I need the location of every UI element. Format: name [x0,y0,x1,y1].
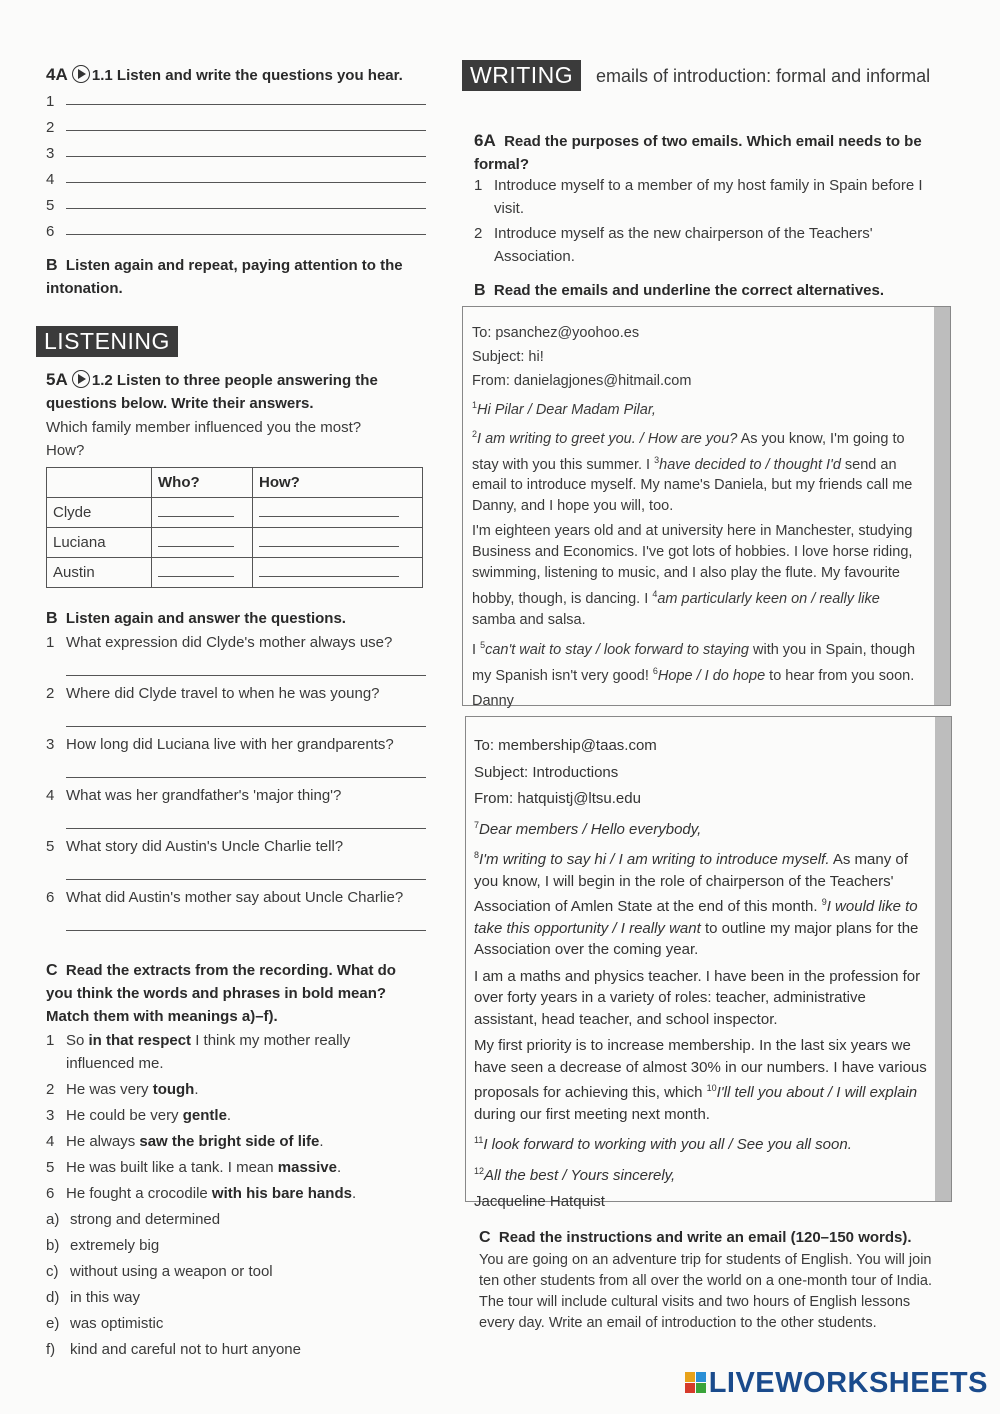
exercise-5a-prompt: Which family member influenced you the most? How? [46,419,362,459]
answer-line-1: 1 [46,90,426,116]
choice-1[interactable]: Hi Pilar / Dear Madam Pilar, [477,401,656,418]
writing-title: emails of introduction: formal and informal [596,66,931,86]
email-signature: Danny [472,692,514,709]
answer-input-4[interactable] [66,182,426,183]
meaning-option[interactable]: a) strong and determined [46,1211,221,1228]
answer-line-4: 4 [46,168,426,194]
exercise-5b-questions [46,631,426,937]
choice-12[interactable]: All the best / Yours sincerely, [484,1166,676,1184]
exercise-6a-heading: 6A Read the purposes of two emails. Which email needs to be formal? [474,131,922,173]
exercise-4b: B Listen again and repeat, paying attention to the intonation. [46,257,403,297]
table-row-name: Clyde [47,498,152,528]
exercise-6a-items [474,174,944,268]
answer-line-2: 2 [46,116,426,142]
email-greeting: $^1$Hi Pilar / Dear Madam Pilar, [472,400,656,418]
answer-input-3[interactable] [66,156,426,157]
email-paragraph-2: I am a maths and physics teacher. I have been in the profession for over forty years in a variety of roles: teacher, administrative assistant, head teacher, and school inspector. [474,967,921,1028]
list-item: 5 What story did Austin's Uncle Charlie tell? [46,835,426,886]
email-from: From: hatquistj@ltsu.edu [474,790,641,807]
listening-section-header: LISTENING [36,326,178,357]
email-closing-line: $^{11}$I look forward to working with you all / See you all soon. [474,1135,852,1153]
answer-line-5: 5 [46,194,426,220]
meaning-option[interactable]: f) kind and careful not to hurt anyone [46,1341,301,1358]
choice-8[interactable]: I'm writing to say hi / I am writing to introduce myself. [479,851,830,868]
liveworksheets-logo: LIVEWORKSHEETS [685,1367,988,1400]
exercise-5a-heading: 5A 1.2 Listen to three people answering the questions below. Write their answers. [46,370,378,412]
exercise-6c-heading: C Read the instructions and write an email (120–150 words). [479,1229,912,1246]
email-paragraph-3: I $^5$can't wait to stay / look forward to staying with you in Spain, though my Spanish isn't very good! $^6$Hope / I do hope to hear from you soon. [472,640,916,684]
email-subject: Subject: hi! [472,349,544,365]
answer-input-5b-3[interactable] [66,777,426,778]
list-item: 1 What expression did Clyde's mother always use? [46,631,426,682]
table-row-name: Luciana [47,528,152,558]
choice-3[interactable]: have decided to / thought I'd [659,456,841,473]
choice-7[interactable]: Dear members / Hello everybody, [479,820,702,838]
email-paragraph-2: I'm eighteen years old and at university here in Manchester, studying Business and Economics. I've got lots of hobbies. I love horse riding, swimming, listening to music, and I also play the flute. My favourite hobby, though, is dancing. I $^4$am particularly keen on / really like samba and salsa. [472,523,913,629]
email-signature: Jacqueline Hatquist [474,1193,605,1210]
table-header-empty [47,468,152,498]
list-item: 6 He fought a crocodile with his bare hands. [46,1185,357,1202]
table-row [47,498,423,528]
answer-input-5b-2[interactable] [66,726,426,727]
email-paragraph-1: $^2$I am writing to greet you. / How are you? As you know, I'm going to stay with you this summer. I $^3$have decided to / thought I'd send an email to introduce myself. My name's Daniela, but my friends call me Danny, and I hope you will, too. [472,428,913,515]
liveworksheets-logo-icon [685,1372,707,1394]
answer-input-5b-1[interactable] [66,675,426,676]
answer-input-1[interactable] [66,104,426,105]
email-to: To: membership@taas.com [474,737,657,754]
writing-section-header: WRITING [462,60,581,91]
email-2-scrollbar[interactable] [935,717,951,1201]
choice-10[interactable]: I'll tell you about / I will explain [716,1084,918,1101]
exercise-6c-instructions: You are going on an adventure trip for students of English. You will join ten other students from all over the world on a one-month tour of India. The tour will include cultural visits and two hours of English lessons every day. Write an email of introduction to the other students. [479,1252,932,1331]
audio-play-icon[interactable] [72,370,90,388]
list-item: 1 So in that respect I think my mother really influenced me. [46,1032,351,1072]
list-item: 4 What was her grandfather's 'major thing'? [46,784,426,835]
meaning-option[interactable]: e) was optimistic [46,1315,164,1332]
exercise-5b-heading: B Listen again and answer the questions. [46,610,346,627]
answer-input-5b-6[interactable] [66,930,426,931]
table-row [47,558,423,588]
list-item: 4 He always saw the bright side of life. [46,1133,324,1150]
exercise-5c-meanings [46,1208,406,1364]
table-row-name: Austin [47,558,152,588]
choice-5[interactable]: can't wait to stay / look forward to staying [485,642,749,659]
list-item: 5 He was built like a tank. I mean massive. [46,1159,342,1176]
table-row [47,528,423,558]
email-paragraph-1: $^8$I'm writing to say hi / I am writing to introduce myself. As many of you know, I will begin in the role of chairperson of the Teachers' Association of Amlen State at the end of this month. $^9$I would like to take this opportunity / I really want to outline my major plans for the Association over the coming year. [474,850,919,958]
email-paragraph-3: My first priority is to increase membership. In the last six years we have seen a decrease of almost 30% in our numbers. I have various proposals for achieving this, which $^{10}$I'll tell you about / I will explain during our first meeting next month. [474,1037,927,1123]
answer-input-6[interactable] [66,234,426,235]
table-header-who: Who? [152,468,253,498]
who-cell[interactable] [152,558,253,588]
list-item: 2 Introduce myself as the new chairperson of the Teachers' Association. [474,225,873,265]
email-from: From: danielagjones@hitmail.com [472,373,692,389]
table-header-row [47,468,423,498]
how-cell[interactable] [253,558,423,588]
email-1-content [472,323,922,712]
how-cell[interactable] [253,528,423,558]
exercise-6b-heading: B Read the emails and underline the correct alternatives. [474,282,885,299]
who-how-table [46,467,423,588]
email-greeting: $^7$Dear members / Hello everybody, [474,819,702,838]
list-item: 1 Introduce myself to a member of my host family in Spain before I visit. [474,177,923,217]
choice-2[interactable]: I am writing to greet you. / How are you? [477,430,738,447]
email-2-box [465,716,952,1210]
meaning-option[interactable]: d) in this way [46,1289,141,1306]
table-header-how: How? [253,468,423,498]
exercise-5c-items [46,1029,406,1208]
exercise-4a-answer-lines [46,90,426,246]
audio-play-icon[interactable] [72,65,90,83]
answer-line-6: 6 [46,220,426,246]
how-cell[interactable] [253,498,423,528]
choice-6[interactable]: Hope / I do hope [657,667,766,684]
choice-4[interactable]: am particularly keen on / really like [657,591,880,608]
email-to: To: psanchez@yoohoo.es [472,325,640,341]
choice-9[interactable]: I would like to take this opportunity / I really want [474,898,918,937]
exercise-5c-heading: C Read the extracts from the recording. What do you think the words and phrases in bold mean? Match them with meanings a)–f). [46,962,396,1025]
meaning-option[interactable]: b) extremely big [46,1237,160,1254]
answer-input-2[interactable] [66,130,426,131]
exercise-4a-heading: 4A 1.1 Listen and write the questions you hear. [46,65,403,84]
choice-11[interactable]: I look forward to working with you all / See you all soon. [483,1136,852,1153]
email-1-box [462,306,951,709]
answer-input-5[interactable] [66,208,426,209]
list-item: 2 Where did Clyde travel to when he was young? [46,682,426,733]
meaning-option[interactable]: c) without using a weapon or tool [46,1263,273,1280]
email-subject: Subject: Introductions [474,763,619,781]
list-item: 6 What did Austin's mother say about Uncle Charlie? [46,886,426,937]
who-cell[interactable] [152,498,253,528]
answer-input-5b-4[interactable] [66,828,426,829]
who-cell[interactable] [152,528,253,558]
email-sign-off: $^{12}$All the best / Yours sincerely, [474,1165,676,1184]
list-item: 3 He could be very gentle. [46,1107,232,1124]
email-2-content [474,735,930,1213]
answer-line-3: 3 [46,142,426,168]
list-item: 2 He was very tough. [46,1081,199,1098]
list-item: 3 How long did Luciana live with her grandparents? [46,733,426,784]
email-1-scrollbar[interactable] [934,307,950,705]
answer-input-5b-5[interactable] [66,879,426,880]
